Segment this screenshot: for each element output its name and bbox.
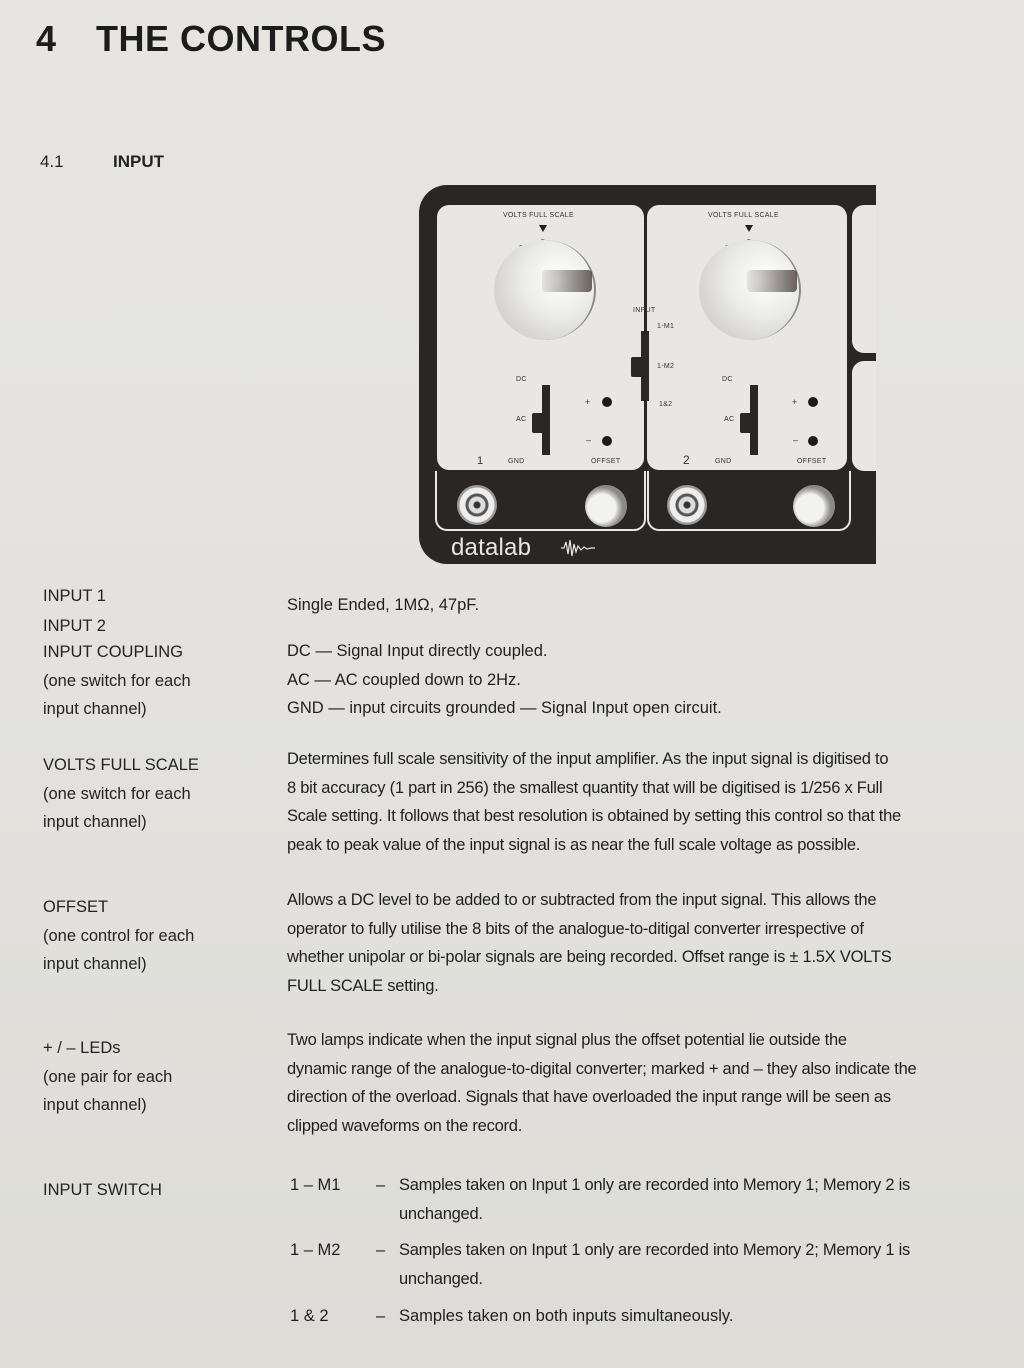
term-volts-full-scale — [43, 751, 199, 837]
pointer-triangle-icon — [539, 225, 547, 232]
coupling-switch-2[interactable] — [750, 385, 758, 455]
switch-desc: Samples taken on Input 1 only are recorded into Memory 1; Memory 2 is — [399, 1176, 910, 1194]
term-label: + / – LEDs — [43, 1039, 121, 1057]
ac-label: AC — [516, 416, 527, 423]
plus-label: + — [792, 397, 798, 407]
def-input: Single Ended, 1MΩ, 47pF. — [287, 596, 480, 614]
def-offset — [287, 886, 891, 1000]
led-minus-1 — [602, 436, 612, 446]
switch-knob — [532, 413, 550, 433]
minus-label: – — [793, 435, 799, 445]
term-leds — [43, 1034, 172, 1120]
sep: — — [315, 642, 332, 660]
sep: – — [376, 1307, 386, 1325]
paragraph-line: 8 bit accuracy (1 part in 256) the smallest quantity that will be digitised is 1/256 x Full — [287, 778, 883, 797]
term-note: (one switch for each — [43, 784, 191, 803]
offset-knob-1[interactable] — [585, 485, 627, 527]
switch-key: 1 – M1 — [290, 1176, 341, 1194]
term-input-switch: INPUT SWITCH — [43, 1181, 162, 1199]
coupling-key: AC — [287, 670, 310, 689]
coupling-row-ac — [287, 666, 722, 695]
switch-desc-cont: unchanged. — [399, 1205, 483, 1223]
term-note: (one control for each — [43, 926, 195, 945]
coupling-row-dc — [287, 637, 722, 666]
ac-label: AC — [724, 416, 735, 423]
paragraph-line: operator to fully utilise the 8 bits of the analogue-to-ditigal converter irrespective of — [287, 919, 864, 938]
section-number: 4.1 — [40, 152, 64, 171]
switch-knob — [631, 357, 649, 377]
channel-number-2: 2 — [683, 453, 690, 467]
channel-3-face-partial — [852, 205, 876, 353]
term-input-coupling — [43, 638, 191, 724]
term-label: INPUT COUPLING — [43, 643, 183, 661]
section-title: INPUT — [113, 152, 164, 171]
paragraph-line: Scale setting. It follows that best resolution is obtained by setting this control so that the — [287, 807, 901, 825]
dial-shadow — [542, 270, 592, 292]
sep: — — [314, 670, 332, 689]
input-switch[interactable] — [641, 331, 649, 401]
volts-full-scale-label-1: VOLTS FULL SCALE — [503, 212, 574, 219]
sep: – — [376, 1241, 386, 1259]
pointer-triangle-icon — [745, 225, 753, 232]
term-note: input channel) — [43, 1096, 147, 1114]
front-panel-photo — [419, 185, 876, 564]
paragraph-line: FULL SCALE setting. — [287, 976, 439, 995]
led-minus-2 — [808, 436, 818, 446]
offset-label-2: OFFSET — [797, 458, 827, 465]
section-heading — [40, 152, 164, 172]
switch-knob — [740, 413, 758, 433]
volts-full-scale-dial-2[interactable] — [699, 240, 801, 340]
switch-key: 1 – M2 — [290, 1241, 341, 1259]
coupling-switch-1[interactable] — [542, 385, 550, 455]
term-label: VOLTS FULL SCALE — [43, 756, 199, 774]
sep: – — [376, 1176, 386, 1194]
def-leds — [287, 1026, 916, 1140]
switch-desc-cont: unchanged. — [399, 1270, 483, 1288]
bnc-input-1[interactable] — [457, 485, 497, 525]
offset-label-1: OFFSET — [591, 458, 621, 465]
chapter-heading — [36, 18, 386, 60]
led-plus-1 — [602, 397, 612, 407]
paragraph-line: dynamic range of the analogue-to-digital converter; marked + and – they also indicate the — [287, 1059, 917, 1078]
channel-3-face-partial-lower — [852, 361, 876, 471]
input-switch-pos-1and2: 1&2 — [659, 401, 673, 408]
dc-label: DC — [722, 376, 733, 383]
chapter-number: 4 — [36, 18, 57, 59]
term-note: (one pair for each — [43, 1067, 173, 1086]
channel-number-1: 1 — [477, 455, 484, 467]
term-note: input channel) — [43, 955, 147, 973]
dial-shadow — [747, 270, 797, 292]
paragraph-line: Determines full scale sensitivity of the input amplifier. As the input signal is digitised to — [287, 750, 889, 768]
volts-full-scale-dial-1[interactable] — [494, 240, 596, 340]
plus-label: + — [585, 397, 591, 407]
coupling-row-gnd — [287, 694, 722, 723]
term-input-2: INPUT 2 — [43, 617, 106, 635]
coupling-key: DC — [287, 642, 311, 660]
term-label: OFFSET — [43, 898, 109, 916]
paragraph-line: Two lamps indicate when the input signal plus the offset potential lie outside the — [287, 1031, 847, 1049]
paragraph-line: Allows a DC level to be added to or subtracted from the input signal. This allows the — [287, 891, 877, 909]
coupling-text: input circuits grounded — Signal Input open circuit. — [349, 699, 722, 717]
led-plus-2 — [808, 397, 818, 407]
waveform-logo-icon — [561, 539, 601, 557]
dc-label: DC — [516, 376, 527, 383]
gnd-label: GND — [508, 458, 525, 465]
paragraph-line: whether unipolar or bi-polar signals are being recorded. Offset range is ± 1.5X VOLTS — [287, 948, 892, 966]
coupling-text: AC coupled down to 2Hz. — [334, 670, 521, 689]
switch-key: 1 & 2 — [290, 1307, 329, 1325]
term-note: input channel) — [43, 813, 147, 831]
paragraph-line: clipped waveforms on the record. — [287, 1116, 523, 1135]
def-input-coupling — [287, 637, 722, 723]
input-switch-pos-1m2: 1-M2 — [657, 363, 675, 370]
volts-full-scale-label-2: VOLTS FULL SCALE — [708, 212, 779, 219]
term-note: input channel) — [43, 700, 147, 718]
brand-logo: datalab — [451, 534, 532, 561]
paragraph-line: peak to peak value of the input signal is as near the full scale voltage as possible. — [287, 835, 861, 854]
input-switch-pos-1m1: 1-M1 — [657, 323, 675, 330]
minus-label: – — [586, 435, 592, 445]
bnc-input-2[interactable] — [667, 485, 707, 525]
paragraph-line: direction of the overload. Signals that have overloaded the input range will be seen as — [287, 1088, 891, 1106]
switch-desc: Samples taken on Input 1 only are recorded into Memory 2; Memory 1 is — [399, 1241, 910, 1259]
input-switch-label: INPUT — [633, 307, 656, 314]
coupling-text: Signal Input directly coupled. — [336, 642, 548, 660]
term-input-1: INPUT 1 — [43, 587, 106, 605]
gnd-label: GND — [715, 458, 732, 465]
coupling-key: GND — [287, 699, 324, 717]
chapter-title: THE CONTROLS — [96, 18, 386, 59]
switch-desc: Samples taken on both inputs simultaneously. — [399, 1307, 734, 1325]
sep: — — [328, 699, 345, 717]
offset-knob-2[interactable] — [793, 485, 835, 527]
def-volts-full-scale — [287, 745, 901, 859]
term-offset — [43, 893, 194, 979]
term-note: (one switch for each — [43, 671, 191, 690]
